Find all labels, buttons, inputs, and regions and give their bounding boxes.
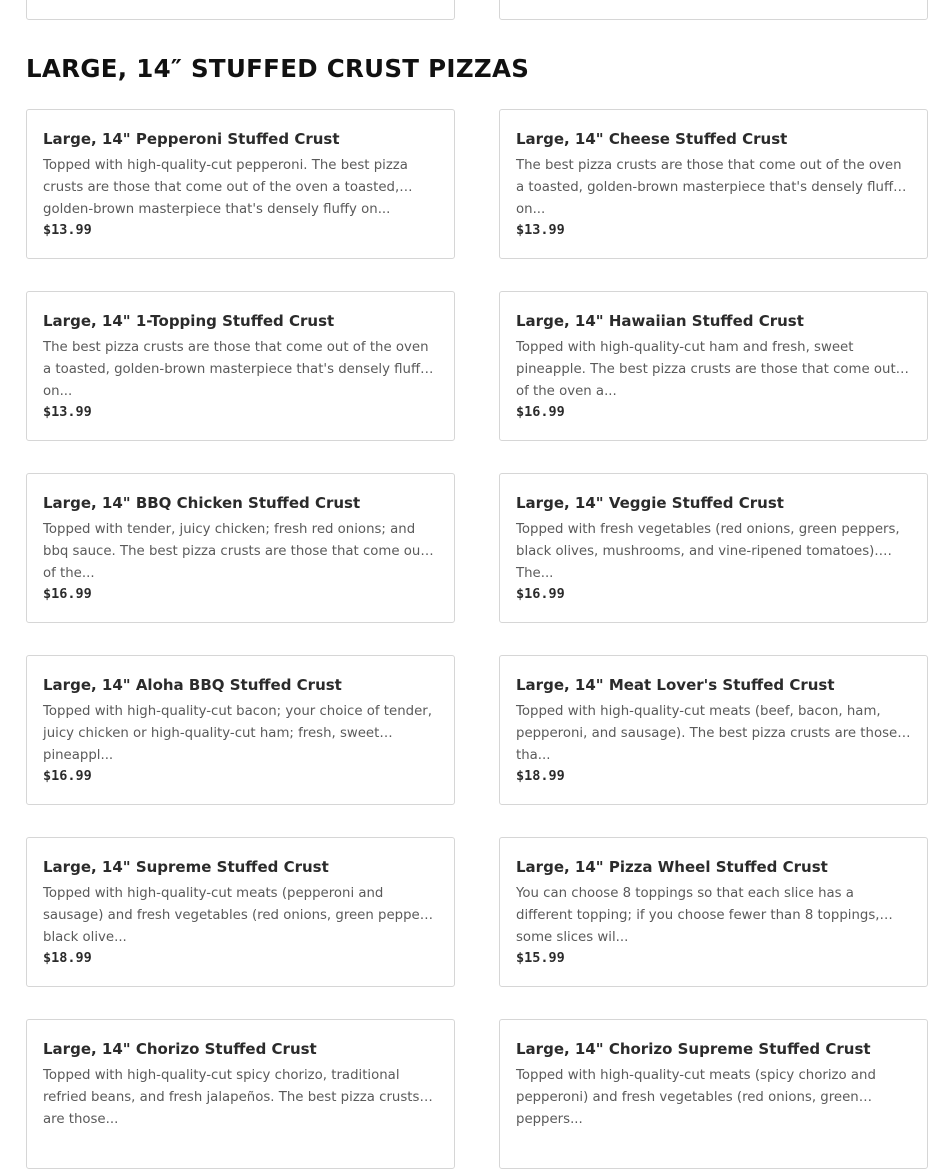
menu-item-description: Topped with high-quality-cut spicy chorizo, traditional refried beans, and fresh jalapeños. The best pizza crusts are those...: [43, 1068, 420, 1127]
menu-item-name: Large, 14" Chorizo Supreme Stuffed Crust: [516, 1040, 871, 1058]
menu-item-price: $15.99: [516, 950, 565, 966]
menu-item-grid: [26, 109, 928, 1169]
menu-item-description: Topped with tender, juicy chicken; fresh red onions; and bbq sauce. The best pizza crusts are those that come out of the...: [43, 522, 426, 581]
menu-item-price: $16.99: [516, 586, 565, 602]
menu-item-description: Topped with high-quality-cut meats (spicy chorizo and pepperoni) and fresh vegetables (red onions, green peppers...: [516, 1068, 876, 1127]
menu-item-card[interactable]: [26, 473, 455, 623]
menu-item-description: The best pizza crusts are those that come out of the oven a toasted, golden-brown masterpiece that's densely fluffy on...: [516, 158, 902, 217]
menu-item-card[interactable]: [26, 0, 455, 20]
menu-item-card[interactable]: [26, 291, 455, 441]
menu-item-description: Topped with high-quality-cut meats (beef, bacon, ham, pepperoni, and sausage). The best pizza crusts are those tha...: [516, 704, 898, 763]
menu-item-card[interactable]: [499, 109, 928, 259]
menu-item-name: Large, 14" BBQ Chicken Stuffed Crust: [43, 494, 361, 512]
menu-item-card[interactable]: [26, 837, 455, 987]
menu-item-card[interactable]: [26, 109, 455, 259]
menu-item-name: Large, 14" 1-Topping Stuffed Crust: [43, 312, 335, 330]
menu-item-description: Topped with high-quality-cut pepperoni. The best pizza crusts are those that come out of the oven a toasted, golden-brown masterpiece that's densely fluffy on...: [43, 158, 408, 217]
menu-item-price: $13.99: [43, 404, 92, 420]
menu-item-name: Large, 14" Meat Lover's Stuffed Crust: [516, 676, 835, 694]
menu-item-price: $18.99: [43, 950, 92, 966]
menu-item-card[interactable]: [499, 473, 928, 623]
menu-item-name: Large, 14" Chorizo Stuffed Crust: [43, 1040, 317, 1058]
menu-item-description: You can choose 8 toppings so that each slice has a different topping; if you choose fewer than 8 toppings, some slices wil...: [516, 886, 880, 945]
menu-item-name: Large, 14" Supreme Stuffed Crust: [43, 858, 329, 876]
menu-item-price: $13.99: [516, 222, 565, 238]
menu-item-card[interactable]: [26, 655, 455, 805]
menu-item-price: $16.99: [43, 586, 92, 602]
menu-item-card[interactable]: [499, 0, 928, 20]
menu-item-name: Large, 14" Cheese Stuffed Crust: [516, 130, 788, 148]
menu-item-description: Topped with high-quality-cut meats (pepperoni and sausage) and fresh vegetables (red onions, green peppers, black olive...: [43, 886, 437, 945]
menu-item-description: Topped with high-quality-cut bacon; your choice of tender, juicy chicken or high-quality-cut ham; fresh, sweet pineappl...: [43, 704, 432, 763]
menu-item-card[interactable]: [499, 655, 928, 805]
menu-item-name: Large, 14" Pizza Wheel Stuffed Crust: [516, 858, 828, 876]
menu-item-name: Large, 14" Hawaiian Stuffed Crust: [516, 312, 804, 330]
menu-item-name: Large, 14" Veggie Stuffed Crust: [516, 494, 784, 512]
menu-item-card[interactable]: [499, 291, 928, 441]
menu-item-name: Large, 14" Pepperoni Stuffed Crust: [43, 130, 340, 148]
menu-item-card[interactable]: [26, 1019, 455, 1169]
section-title: LARGE, 14″ STUFFED CRUST PIZZAS: [26, 54, 530, 83]
menu-item-card[interactable]: [499, 837, 928, 987]
menu-item-price: $16.99: [43, 768, 92, 784]
menu-item-card[interactable]: [499, 1019, 928, 1169]
menu-item-price: $18.99: [516, 768, 565, 784]
menu-item-description: The best pizza crusts are those that come out of the oven a toasted, golden-brown masterpiece that's densely fluffy on...: [43, 340, 429, 399]
menu-item-name: Large, 14" Aloha BBQ Stuffed Crust: [43, 676, 342, 694]
menu-item-description: Topped with high-quality-cut ham and fresh, sweet pineapple. The best pizza crusts are those that come out of the oven a...: [516, 340, 896, 399]
menu-item-price: $13.99: [43, 222, 92, 238]
menu-item-price: $16.99: [516, 404, 565, 420]
menu-item-description: Topped with fresh vegetables (red onions, green peppers, black olives, mushrooms, and vine-ripened tomatoes). The...: [516, 522, 900, 581]
